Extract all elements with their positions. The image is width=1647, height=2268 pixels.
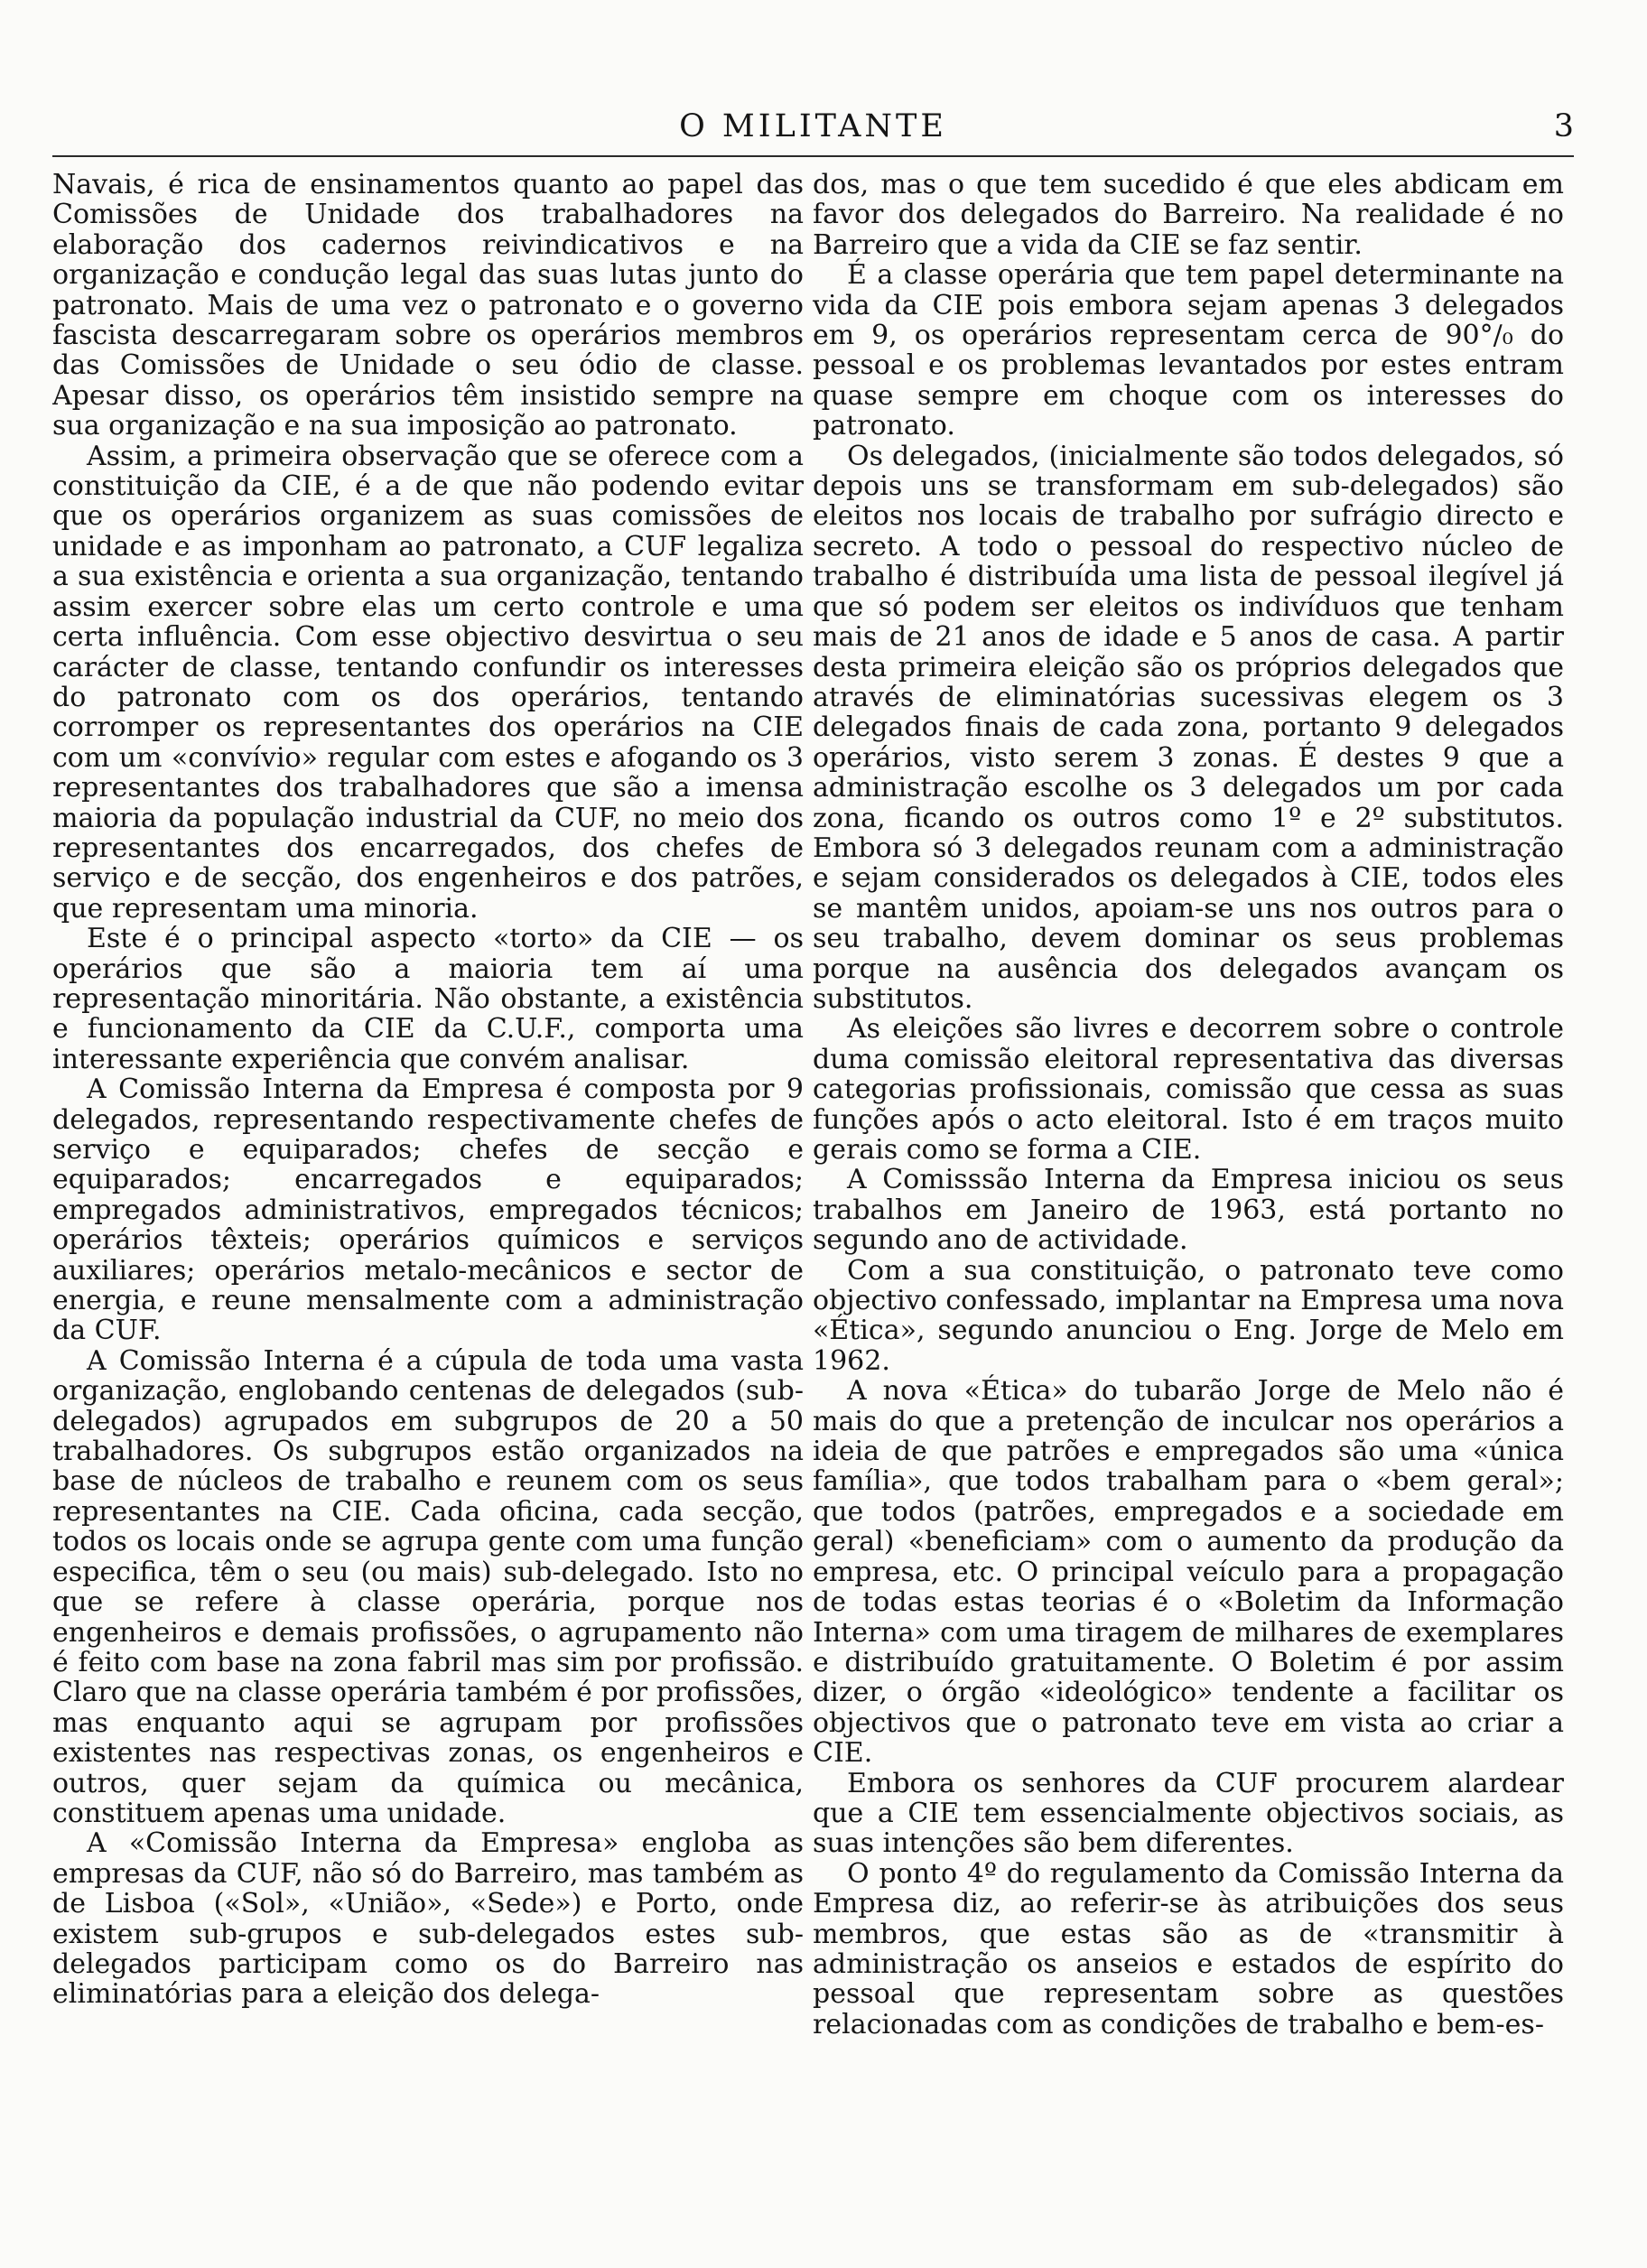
paragraph: Os delegados, (inicialmente são todos delegados, só depois uns se transformam em sub-delegados) são eleitos nos locais de trabalho por sufrágio directo e secreto. A todo o pessoal do respectivo núcleo de trabalho é distribuída uma lista de pessoal ilegível já que só podem ser eleitos os indivíduos que tenham mais de 21 anos de idade e 5 anos de casa. A partir desta primeira eleição são os próprios delegados que através de eliminatórias sucessivas elegem os 3 delegados finais de cada zona, portanto 9 delegados operários, visto serem 3 zonas. É destes 9 que a administração escolhe os 3 delegados um por cada zona, ficando os outros como 1º e 2º substitutos. Embora só 3 delegados reunam com a administração e sejam considerados os delegados à CIE, todos eles se mantêm unidos, apoiam-se uns nos outros para o seu trabalho, devem dominar os seus problemas porque na ausência dos delegados avançam os substitutos. [813, 440, 1564, 1015]
paragraph: Navais, é rica de ensinamentos quanto ao papel das Comissões de Unidade dos trabalhadores na elaboração dos cadernos reivindicativos e na organização e condução legal das suas lutas junto do patronato. Mais de uma vez o patronato e o governo fascista descarregaram sobre os operários membros das Comissões de Unidade o seu ódio de classe. Apesar disso, os operários têm insistido sempre na sua organização e na sua imposição ao patronato. [52, 170, 804, 442]
header-rule [52, 155, 1574, 157]
right-column [813, 170, 1564, 2228]
paragraph: Assim, a primeira observação que se oferece com a constituição da CIE, é a de que não podendo evitar que os operários organizem as suas comissões de unidade e as imponham ao patronato, a CUF legaliza a sua existência e orienta a sua organização, tentando assim exercer sobre elas um certo controle e uma certa influência. Com esse objectivo desvirtua o seu carácter de classe, tentando confundir os interesses do patronato com os dos operários, tentando corromper os representantes dos operários na CIE com um «convívio» regular com estes e afogando os 3 representantes dos trabalhadores que são a imensa maioria da população industrial da CUF, no meio dos representantes dos encarregados, dos chefes de serviço e de secção, dos engenheiros e dos patrões, que representam uma minoria. [52, 440, 804, 925]
paragraph: A Comisssão Interna da Empresa iniciou os seus trabalhos em Janeiro de 1963, está portanto no segundo ano de actividade. [813, 1164, 1564, 1257]
left-column [52, 170, 804, 2228]
paragraph: É a classe operária que tem papel determinante na vida da CIE pois embora sejam apenas 3 delegados em 9, os operários representam cerca de 90°/₀ do pessoal e os problemas levantados por estes entram quase sempre em choque com os interesses do patronato. [813, 259, 1564, 442]
paragraph: A Comissão Interna da Empresa é composta por 9 delegados, representando respectivamente chefes de serviço e equiparados; chefes de secção e equiparados; encarregados e equiparados; empregados administrativos, empregados técnicos; operários têxteis; operários químicos e serviços auxiliares; operários metalo-mecânicos e sector de energia, e reune mensalmente com a administração da CUF. [52, 1074, 804, 1347]
paragraph: Embora os senhores da CUF procurem alardear que a CIE tem essencialmente objectivos sociais, as suas intenções são bem diferentes. [813, 1767, 1564, 1860]
paragraph: A nova «Ética» do tubarão Jorge de Melo não é mais do que a pretenção de inculcar nos operários a ideia de que patrões e empregados são uma «única família», que todos trabalham para o «bem geral»; que todos (patrões, empregados e a sociedade em geral) «beneficiam» com o aumento da produção da empresa, etc. O principal veículo para a propagação de todas estas teorias é o «Boletim da Informação Interna» com uma tiragem de milhares de exemplares e distribuído gratuitamente. O Boletim é por assim dizer, o órgão «ideológico» tendente a facilitar os objectivos que o patronato teve em vista ao criar a CIE. [813, 1375, 1564, 1770]
page-header [52, 107, 1574, 161]
paragraph: A «Comissão Interna da Empresa» engloba as empresas da CUF, não só do Barreiro, mas também as de Lisboa («Sol», «União», «Sede») e Porto, onde existem sub-grupos e sub-delegados estes sub-delegados participam como os do Barreiro nas eliminatórias para a eleição dos delega- [52, 1827, 804, 2011]
paragraph: O ponto 4º do regulamento da Comissão Interna da Empresa diz, ao referir-se às atribuições dos seus membros, que estas são as de «transmitir à administração os anseios e estados de espírito do pessoal que representam sobre as questões relacionadas com as condições de trabalho e bem-es- [813, 1857, 1564, 2040]
paragraph: As eleições são livres e decorrem sobre o controle duma comissão eleitoral representativa das diversas categorias profissionais, comissão que cessa as suas funções após o acto eleitoral. Isto é em traços muito gerais como se forma a CIE. [813, 1013, 1564, 1166]
newspaper-title: O MILITANTE [679, 108, 947, 144]
paragraph: dos, mas o que tem sucedido é que eles abdicam em favor dos delegados do Barreiro. Na realidade é no Barreiro que a vida da CIE se faz sentir. [813, 170, 1564, 261]
page-number: 3 [1553, 108, 1574, 144]
paragraph: A Comissão Interna é a cúpula de toda uma vasta organização, englobando centenas de delegados (sub-delegados) agrupados em subgrupos de 20 a 50 trabalhadores. Os subgrupos estão organizados na base de núcleos de trabalho e reunem com os seus representantes na CIE. Cada oficina, cada secção, todos os locais onde se agrupa gente com uma função especifica, têm o seu (ou mais) sub-delegado. Isto no que se refere à classe operária, porque nos engenheiros e demais profissões, o agrupamento não é feito com base na zona fabril mas sim por profissão. Claro que na classe operária também é por profissões, mas enquanto aqui se agrupam por profissões existentes nas respectivas zonas, os engenheiros e outros, quer sejam da química ou mecânica, constituem apenas uma unidade. [52, 1344, 804, 1829]
paragraph: Este é o principal aspecto «torto» da CIE — os operários que são a maioria tem aí uma representação minoritária. Não obstante, a existência e funcionamento da CIE da C.U.F., comporta uma interessante experiência que convém analisar. [52, 923, 804, 1075]
paragraph: Com a sua constituição, o patronato teve como objectivo confessado, implantar na Empresa uma nova «Ética», segundo anunciou o Eng. Jorge de Melo em 1962. [813, 1254, 1564, 1377]
